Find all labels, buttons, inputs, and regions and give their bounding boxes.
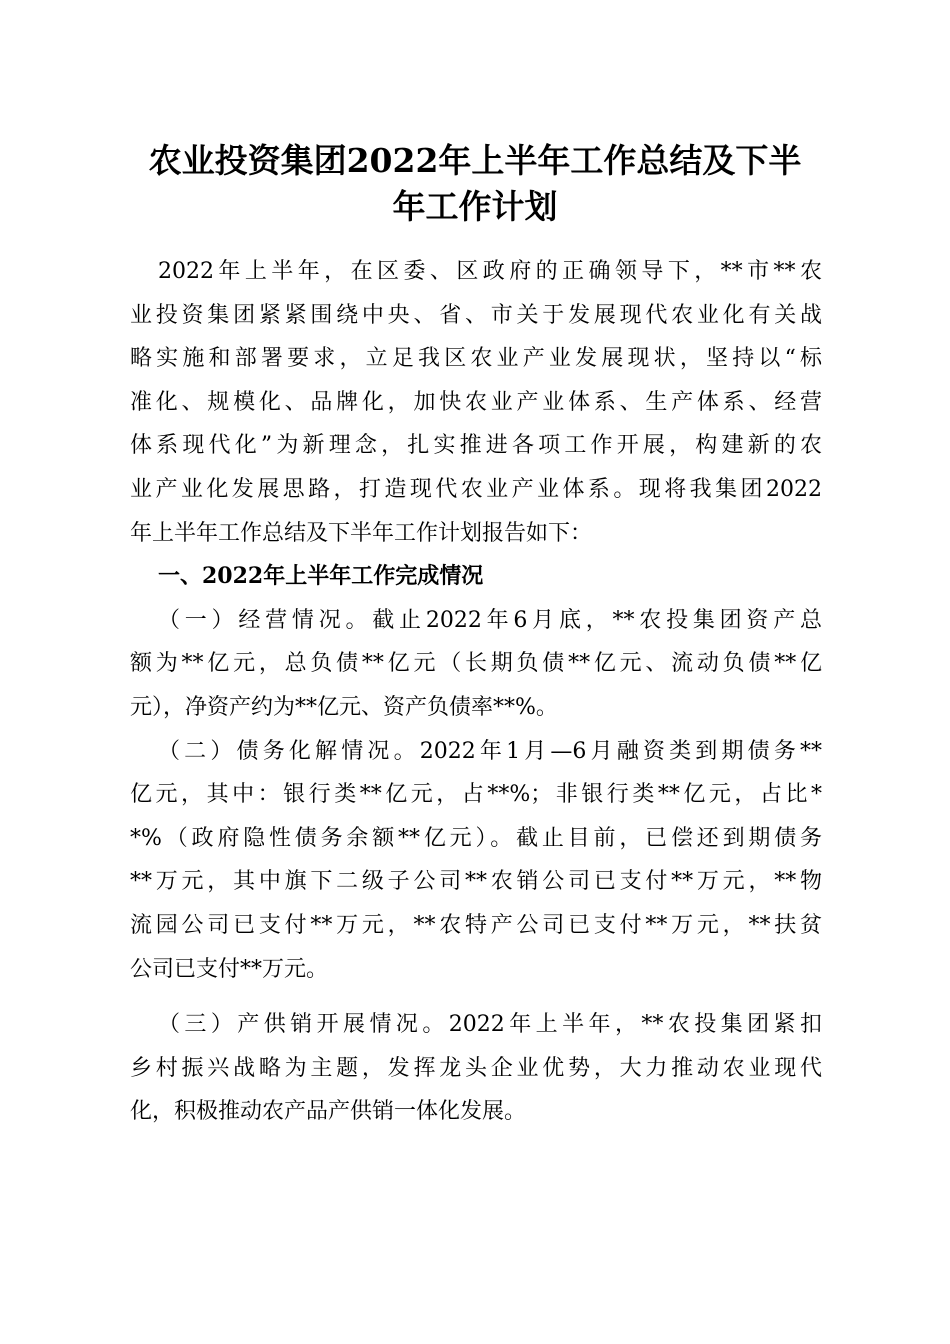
paragraph-supply-chain: [130, 1003, 822, 1134]
text-line: 业投资集团紧紧围绕中央、省、市关于发展现代农业化有关战: [130, 302, 822, 328]
paragraph-operations: [130, 599, 822, 730]
document-body: [130, 250, 822, 1134]
text-line: 年上半年工作总结及下半年工作计划报告如下：: [130, 520, 593, 546]
text-line: （三）产供销开展情况。2022年上半年，**农投集团紧扣: [158, 1012, 822, 1038]
text-line: 体系现代化”为新理念，扎实推进各项工作开展，构建新的农: [130, 433, 822, 459]
text-line: 乡村振兴战略为主题，发挥龙头企业优势，大力推动农业现代: [130, 1055, 822, 1081]
text-line: 公司已支付**万元。: [130, 956, 329, 982]
text-line: 亿元，其中：银行类**亿元，占**%；非银行类**亿元，占比*: [130, 782, 822, 808]
text-line: （一）经营情况。截止2022年6月底，**农投集团资产总: [158, 607, 822, 633]
text-line: 2022年上半年，在区委、区政府的正确领导下，**市**农: [158, 259, 822, 284]
text-line: 略实施和部署要求，立足我区农业产业发展现状，坚持以“标: [130, 346, 822, 372]
text-line: 元），净资产约为**亿元、资产负债率**%。: [130, 694, 558, 720]
title-line: 年工作计划: [392, 187, 558, 226]
text-line: 额为**亿元，总负债**亿元（长期负债**亿元、流动负债**亿: [130, 651, 822, 677]
text-line: 准化、规模化、品牌化，加快农业产业体系、生产体系、经营: [130, 389, 822, 415]
intro-paragraph: [130, 250, 822, 555]
text-line: **万元，其中旗下二级子公司**农销公司已支付**万元，**物: [130, 869, 822, 895]
text-line: 业产业化发展思路，打造现代农业产业体系。现将我集团2022: [130, 476, 822, 502]
text-line: 流园公司已支付**万元，**农特产公司已支付**万元，**扶贫: [130, 912, 822, 938]
title-line: 农业投资集团2022年上半年工作总结及下半: [148, 141, 802, 180]
paragraph-debt: [130, 730, 822, 992]
text-line: （二）债务化解情况。2022年1月—6月融资类到期债务**: [158, 738, 822, 764]
document-title: [100, 138, 850, 230]
text-line: *%（政府隐性债务余额**亿元）。截止目前，已偿还到期债务: [130, 825, 822, 851]
section-heading: 一、2022年上半年工作完成情况: [158, 563, 484, 590]
text-line: 化，积极推动农产品产供销一体化发展。: [130, 1099, 527, 1125]
